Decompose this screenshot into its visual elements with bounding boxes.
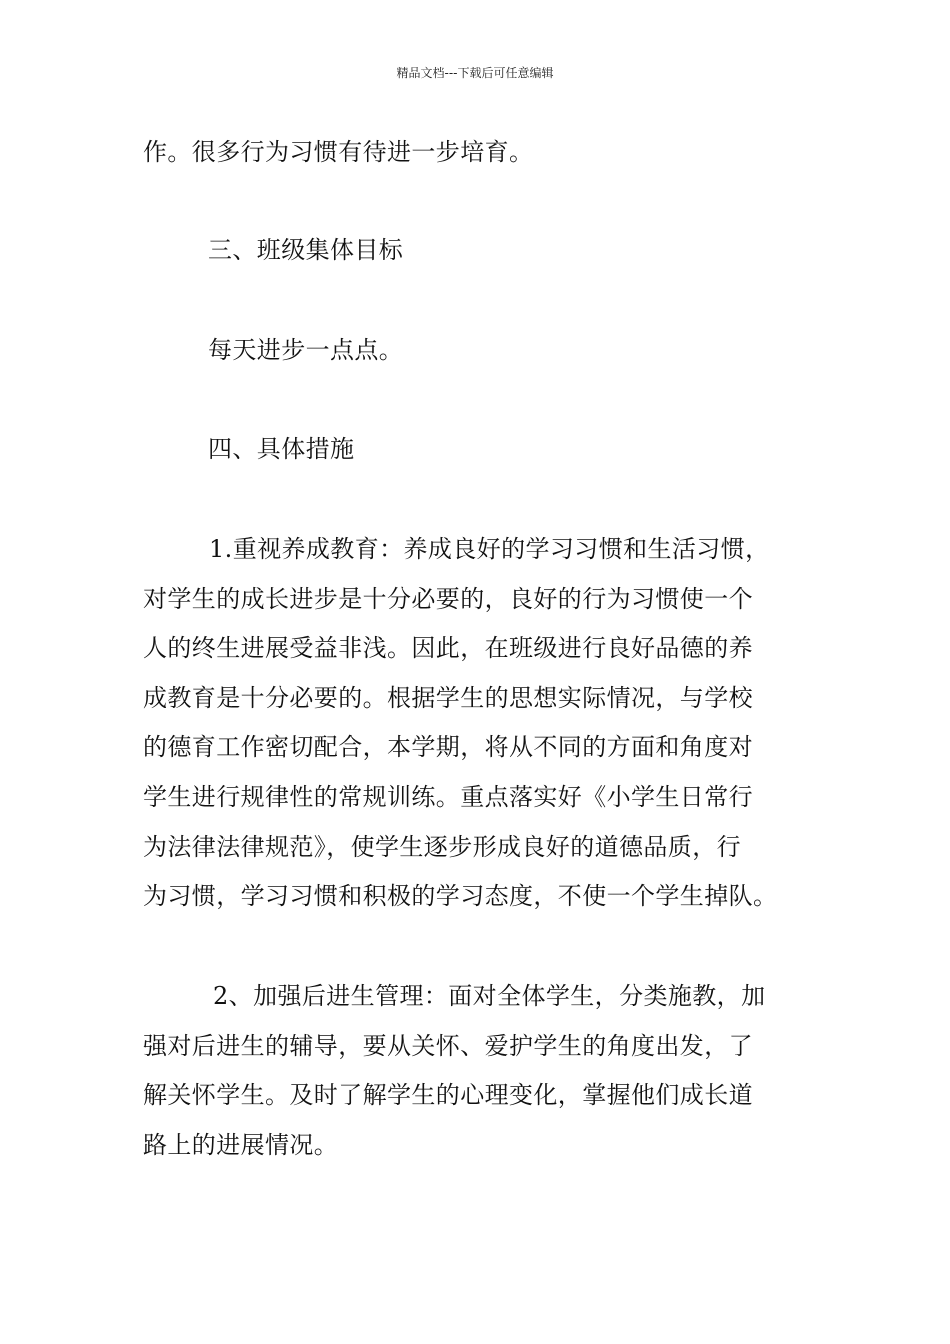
paragraph-line: 成教育是十分必要的。根据学生的思想实际情况，与学校 <box>143 683 753 712</box>
paragraph-line: 人的终生进展受益非浅。因此，在班级进行良好品德的养 <box>143 634 753 663</box>
measure-2-paragraph <box>143 972 813 1170</box>
measure-1-paragraph <box>143 525 813 922</box>
paragraph-line: 2、加强后进生管理：面对全体学生，分类施教，加 <box>213 982 766 1010</box>
paragraph-line: 对学生的成长进步是十分必要的，良好的行为习惯使一个 <box>143 584 753 613</box>
paragraph-line: 为习惯，学习习惯和积极的学习态度，不使一个学生掉队。 <box>143 882 778 911</box>
paragraph-line: 学生进行规律性的常规训练。重点落实好《小学生日常行 <box>143 782 753 811</box>
section-3-body: 每天进步一点点。 <box>208 336 404 364</box>
continuation-line: 作。很多行为习惯有待进一步培育。 <box>143 138 534 166</box>
paragraph-line: 为法律法律规范》，使学生逐步形成良好的道德品质，行 <box>143 832 741 861</box>
paragraph-line: 的德育工作密切配合，本学期，将从不同的方面和角度对 <box>143 733 753 762</box>
page-header: 精品文档---下载后可任意编辑 <box>396 66 554 80</box>
paragraph-line: 解关怀学生。及时了解学生的心理变化，掌握他们成长道 <box>143 1081 753 1110</box>
paragraph-line: 强对后进生的辅导，要从关怀、爱护学生的角度出发，了 <box>143 1031 753 1060</box>
paragraph-line: 1.重视养成教育：养成良好的学习习惯和生活习惯， <box>209 535 770 563</box>
section-3-heading: 三、班级集体目标 <box>208 236 404 264</box>
paragraph-line: 路上的进展情况。 <box>143 1130 339 1159</box>
section-4-heading: 四、具体措施 <box>208 435 355 463</box>
